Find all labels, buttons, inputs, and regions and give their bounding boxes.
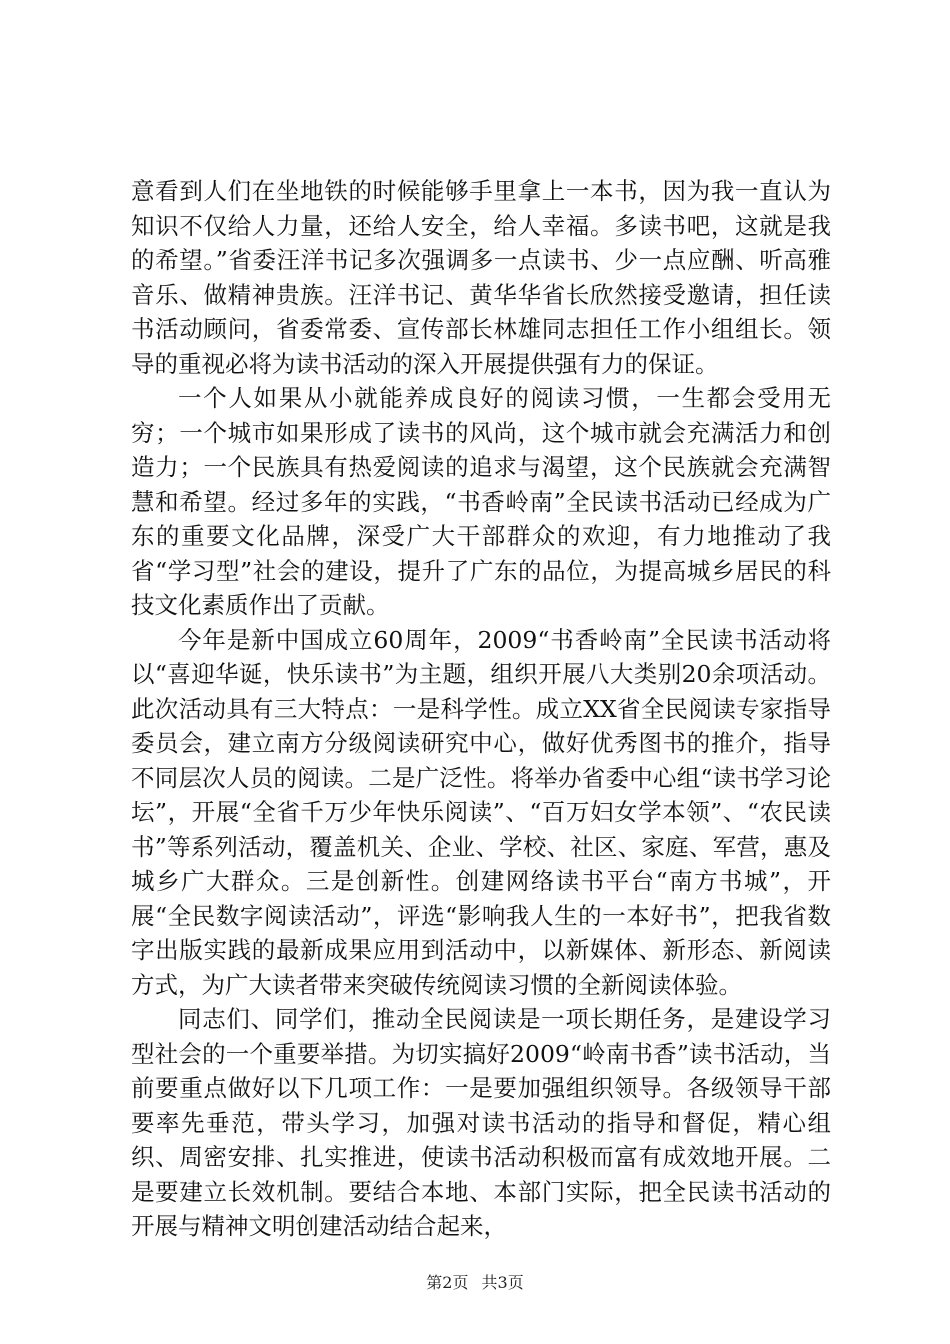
page-number: 第2页 [426, 1273, 469, 1292]
document-body [131, 174, 831, 1244]
page-footer [0, 1270, 950, 1293]
page-total: 共3页 [481, 1273, 524, 1292]
paragraph-2: 一个人如果从小就能养成良好的阅读习惯，一生都会受用无穷；一个城市如果形成了读书的风尚，这个城市就会充满活力和创造力；一个民族具有热爱阅读的追求与渴望，这个民族就会充满智慧和希望。经过多年的实践，“书香岭南”全民读书活动已经成为广东的重要文化品牌，深受广大干部群众的欢迎，有力地推动了我省“学习型”社会的建设，提升了广东的品位，为提高城乡居民的科技文化素质作出了贡献。 [131, 384, 831, 619]
paragraph-1: 意看到人们在坐地铁的时候能够手里拿上一本书，因为我一直认为知识不仅给人力量，还给人安全，给人幸福。多读书吧，这就是我的希望。”省委汪洋书记多次强调多一点读书、少一点应酬、听高雅音乐、做精神贵族。汪洋书记、黄华华省长欣然接受邀请，担任读书活动顾问，省委常委、宣传部长林雄同志担任工作小组组长。领导的重视必将为读书活动的深入开展提供强有力的保证。 [131, 177, 831, 378]
paragraph-3: 今年是新中国成立60周年，2009“书香岭南”全民读书活动将以“喜迎华诞，快乐读书”为主题，组织开展八大类别20余项活动。此次活动具有三大特点：一是科学性。成立XX省全民阅读专家指导委员会，建立南方分级阅读研究中心，做好优秀图书的推介，指导不同层次人员的阅读。二是广泛性。将举办省委中心组“读书学习论坛”，开展“全省千万少年快乐阅读”、“百万妇女学本领”、“农民读书”等系列活动，覆盖机关、企业、学校、社区、家庭、军营，惠及城乡广大群众。三是创新性。创建网络读书平台“南方书城”，开展“全民数字阅读活动”，评选“影响我人生的一本好书”，把我省数字出版实践的最新成果应用到活动中，以新媒体、新形态、新阅读方式，为广大读者带来突破传统阅读习惯的全新阅读体验。 [131, 625, 831, 999]
paragraph-4: 同志们、同学们，推动全民阅读是一项长期任务，是建设学习型社会的一个重要举措。为切实搞好2009“岭南书香”读书活动，当前要重点做好以下几项工作：一是要加强组织领导。各级领导干部要率先垂范，带头学习，加强对读书活动的指导和督促，精心组织、周密安排、扎实推进，使读书活动积极而富有成效地开展。二是要建立长效机制。要结合本地、本部门实际，把全民读书活动的开展与精神文明创建活动结合起来， [131, 1005, 831, 1240]
